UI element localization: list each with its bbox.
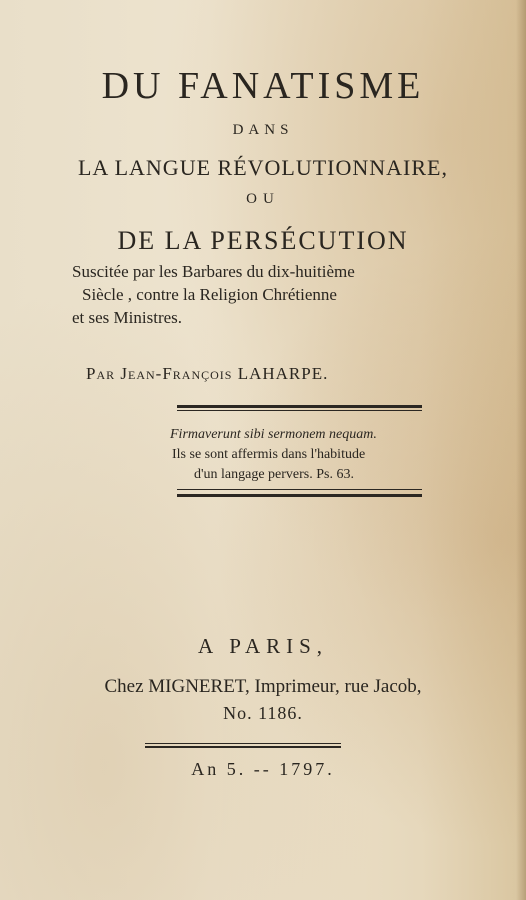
title-dans: DANS [232, 122, 294, 138]
title-ou: OU [246, 191, 280, 207]
main-title: DU FANATISME [101, 65, 425, 107]
city-line: A PARIS, [197, 634, 329, 658]
epigraph-french-2: d'un langage pervers. Ps. 63. [194, 467, 354, 482]
epigraph [170, 425, 440, 485]
date-rule-thick [145, 746, 341, 748]
title-langue: LA LANGUE RÉVOLUTIONNAIRE, [77, 155, 448, 180]
subtitle-line: Suscitée par les Barbares du dix-huitième [72, 262, 355, 281]
bottom-rule-thin [177, 489, 422, 490]
top-rule-thick [177, 405, 422, 408]
date-line: An 5. -- 1797. [191, 759, 335, 779]
printer-line: Chez MIGNERET, Imprimeur, rue Jacob, [104, 676, 422, 697]
subtitle-paragraph [72, 260, 442, 329]
subtitle-line: et ses Ministres. [72, 308, 183, 327]
address-number: No. 1186. [223, 703, 303, 723]
subtitle-line: Siècle , contre la Religion Chrétienne [82, 285, 337, 304]
author-line: Par Jean-François LAHARPE. [86, 364, 329, 383]
epigraph-french-1: Ils se sont affermis dans l'habitude [172, 447, 366, 462]
top-rule-thin [177, 410, 422, 411]
date-rule-thin [145, 743, 341, 744]
title-persecution: DE LA PERSÉCUTION [117, 226, 409, 255]
bottom-rule-thick [177, 494, 422, 497]
epigraph-latin: Firmaverunt sibi sermonem nequam. [170, 427, 377, 442]
